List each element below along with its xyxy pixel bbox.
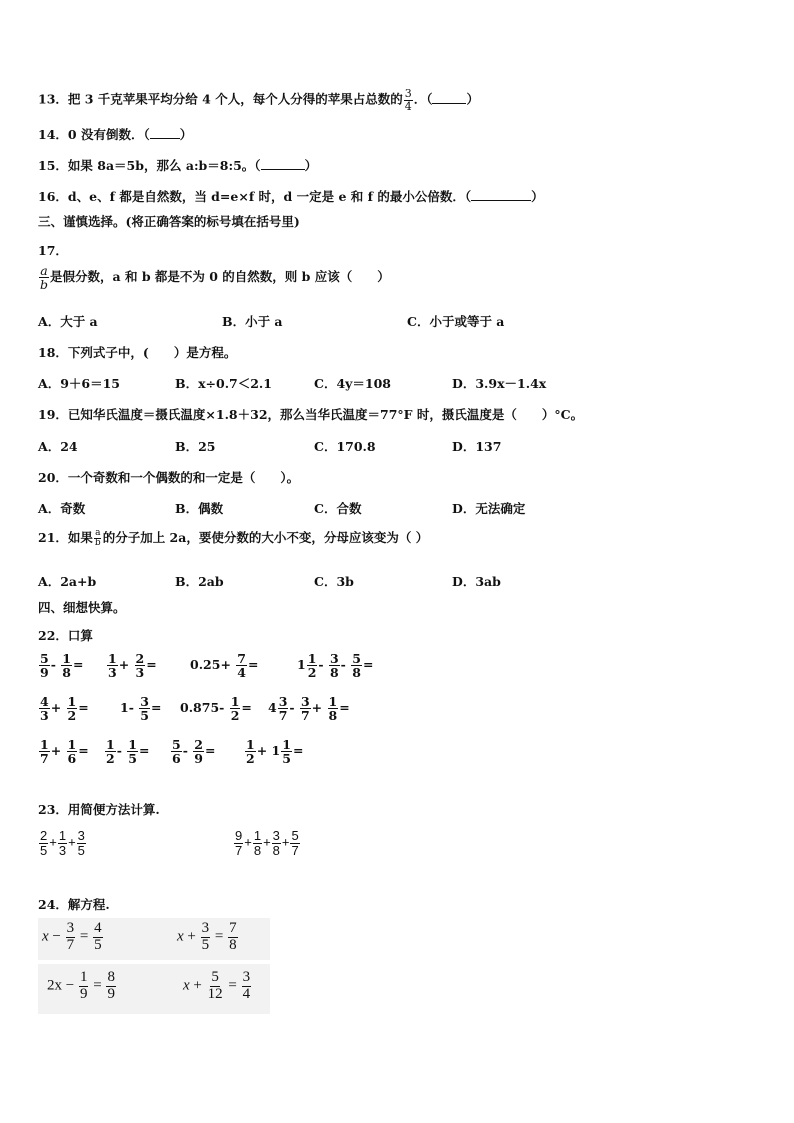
oral-calc-11: $\frac{5}{6}$ - $\frac{2}{9}$ = xyxy=(172,737,216,767)
question-22 xyxy=(38,626,93,644)
option-c[interactable]: C．小于或等于 a xyxy=(407,314,505,329)
option-a[interactable]: A．奇数 xyxy=(38,501,86,516)
fraction: $\frac{3}{4}$ xyxy=(404,87,412,113)
option-c[interactable]: C．4y＝108 xyxy=(314,376,392,391)
oral-calc-6: 1- $\frac{3}{5}$ = xyxy=(120,694,162,724)
fraction: $\frac{a}{b}$ xyxy=(40,263,49,293)
option-b[interactable]: B．25 xyxy=(175,439,216,454)
oral-calc-4: 1 $\frac{1}{2}$ - $\frac{3}{8}$ - $\frac{5}{8}$ = xyxy=(297,651,374,681)
option-c[interactable]: C．170.8 xyxy=(314,439,376,454)
answer-blank[interactable] xyxy=(432,103,466,104)
oral-calc-3: 0.25+ $\frac{7}{4}$ = xyxy=(190,651,259,681)
answer-blank[interactable] xyxy=(261,169,305,170)
oral-calc-10: $\frac{1}{2}$ - $\frac{1}{5}$ = xyxy=(106,737,150,767)
option-b[interactable]: B．偶数 xyxy=(175,501,224,516)
question-number: 19． xyxy=(38,407,68,422)
answer-blank[interactable] xyxy=(471,200,531,201)
question-23 xyxy=(38,800,160,818)
equation-2: x + $\frac{3}{5}$ = $\frac{7}{8}$ xyxy=(177,920,237,953)
equation-4: x + $\frac{5}{12}$ = $\frac{3}{4}$ xyxy=(183,969,251,1002)
question-text: d、e、f 都是自然数，当 d=e×f 时，d 一定是 e 和 f 的最小公倍数．（ xyxy=(67,189,472,204)
option-c[interactable]: C．3b xyxy=(314,574,354,589)
question-text: 用简便方法计算. xyxy=(67,802,160,817)
section-3-heading: 三、谨慎选择。(将正确答案的标号填在括号里) xyxy=(38,214,300,229)
question-text: 一个奇数和一个偶数的和一定是（ ）。 xyxy=(67,470,300,485)
option-d[interactable]: D．3.9x－1.4x xyxy=(452,376,547,391)
question-text: 把 3 千克苹果平均分给 4 个人，每个人分得的苹果占总数的 xyxy=(67,91,403,107)
question-number: 16． xyxy=(38,189,68,204)
question-text: 已知华氏温度＝摄氏温度×1.8＋32，那么当华氏温度＝77°F 时，摄氏温度是（ ）°C。 xyxy=(67,407,584,422)
option-a[interactable]: A．9＋6＝15 xyxy=(38,376,120,391)
fraction: $\frac{a}{b}$ xyxy=(94,527,101,548)
question-21: 21．如果 $\frac{a}{b}$ 的分子加上 2a，要使分数的大小不变，分母应该变为（ ） xyxy=(38,527,429,548)
oral-calc-8: 4 $\frac{3}{7}$ - $\frac{3}{7}$ + $\frac{1}{8}$ = xyxy=(268,694,350,724)
simplify-expr-2: $\frac{9}{7}$ + $\frac{1}{8}$ + $\frac{3}{8}$ + $\frac{5}{7}$ xyxy=(235,828,299,858)
option-a[interactable]: A．2a+b xyxy=(38,574,97,589)
question-number: 15． xyxy=(38,158,68,173)
option-c[interactable]: C．合数 xyxy=(314,501,362,516)
question-13: 13．把 3 千克苹果平均分给 4 个人，每个人分得的苹果占总数的 $\frac{3}{4}$ ．（ ） xyxy=(38,87,479,113)
option-b[interactable]: B．x÷0.7＜2.1 xyxy=(175,376,272,391)
oral-calc-1: $\frac{5}{9}$ - $\frac{1}{8}$ = xyxy=(40,651,84,681)
option-d[interactable]: D．3ab xyxy=(452,574,501,589)
question-17 xyxy=(38,264,390,291)
question-number: 22． xyxy=(38,628,68,643)
question-14: 14．0 没有倒数．（ ） xyxy=(38,127,193,142)
question-number: 14． xyxy=(38,127,68,142)
question-number: 23． xyxy=(38,802,68,817)
oral-calc-12: $\frac{1}{2}$ + 1 $\frac{1}{5}$ = xyxy=(246,737,304,767)
question-19 xyxy=(38,405,583,423)
oral-calc-2: $\frac{1}{3}$ + $\frac{2}{3}$ = xyxy=(108,651,157,681)
question-text: 如果 8a＝5b，那么 a:b＝8:5。（ xyxy=(67,158,261,173)
equation-1: x − $\frac{3}{7}$ = $\frac{4}{5}$ xyxy=(42,920,102,953)
question-number: 17． xyxy=(38,243,68,258)
question-18 xyxy=(38,343,236,361)
option-a[interactable]: A．24 xyxy=(38,439,78,454)
oral-calc-5: $\frac{4}{3}$ + $\frac{1}{2}$ = xyxy=(40,694,89,724)
simplify-expr-1: $\frac{2}{5}$ + $\frac{1}{3}$ + $\frac{3}{5}$ xyxy=(40,828,85,858)
question-number: 21． xyxy=(38,530,68,545)
option-a[interactable]: A．大于 a xyxy=(38,314,98,329)
question-16: 16．d、e、f 都是自然数，当 d=e×f 时，d 一定是 e 和 f 的最小公倍数．（ ） xyxy=(38,189,544,204)
answer-blank[interactable] xyxy=(150,138,180,139)
question-number: 24． xyxy=(38,897,68,912)
question-number: 13． xyxy=(38,91,68,107)
question-text: 0 没有倒数．（ xyxy=(67,127,150,142)
oral-calc-7: 0.875- $\frac{1}{2}$ = xyxy=(180,694,252,724)
option-d[interactable]: D．无法确定 xyxy=(452,501,526,516)
question-number: 20． xyxy=(38,470,68,485)
question-text: 口算 xyxy=(67,628,93,643)
option-d[interactable]: D．137 xyxy=(452,439,502,454)
question-text: 是假分数，a 和 b 都是不为 0 的自然数，则 b 应该（ ） xyxy=(50,269,390,285)
question-text: 下列式子中，( ）是方程。 xyxy=(67,345,237,360)
question-24 xyxy=(38,895,110,913)
question-text: 的分子加上 2a，要使分数的大小不变，分母应该变为（ ） xyxy=(102,530,429,545)
question-15: 15．如果 8a＝5b，那么 a:b＝8:5。（ ） xyxy=(38,158,318,173)
option-b[interactable]: B．小于 a xyxy=(222,314,283,329)
question-20 xyxy=(38,468,299,486)
equation-3: 2x − $\frac{1}{9}$ = $\frac{8}{9}$ xyxy=(47,969,115,1002)
question-text: 解方程. xyxy=(67,897,110,912)
question-number: 18． xyxy=(38,345,68,360)
section-4-heading: 四、细想快算。 xyxy=(38,600,126,615)
oral-calc-9: $\frac{1}{7}$ + $\frac{1}{6}$ = xyxy=(40,737,89,767)
option-b[interactable]: B．2ab xyxy=(175,574,224,589)
